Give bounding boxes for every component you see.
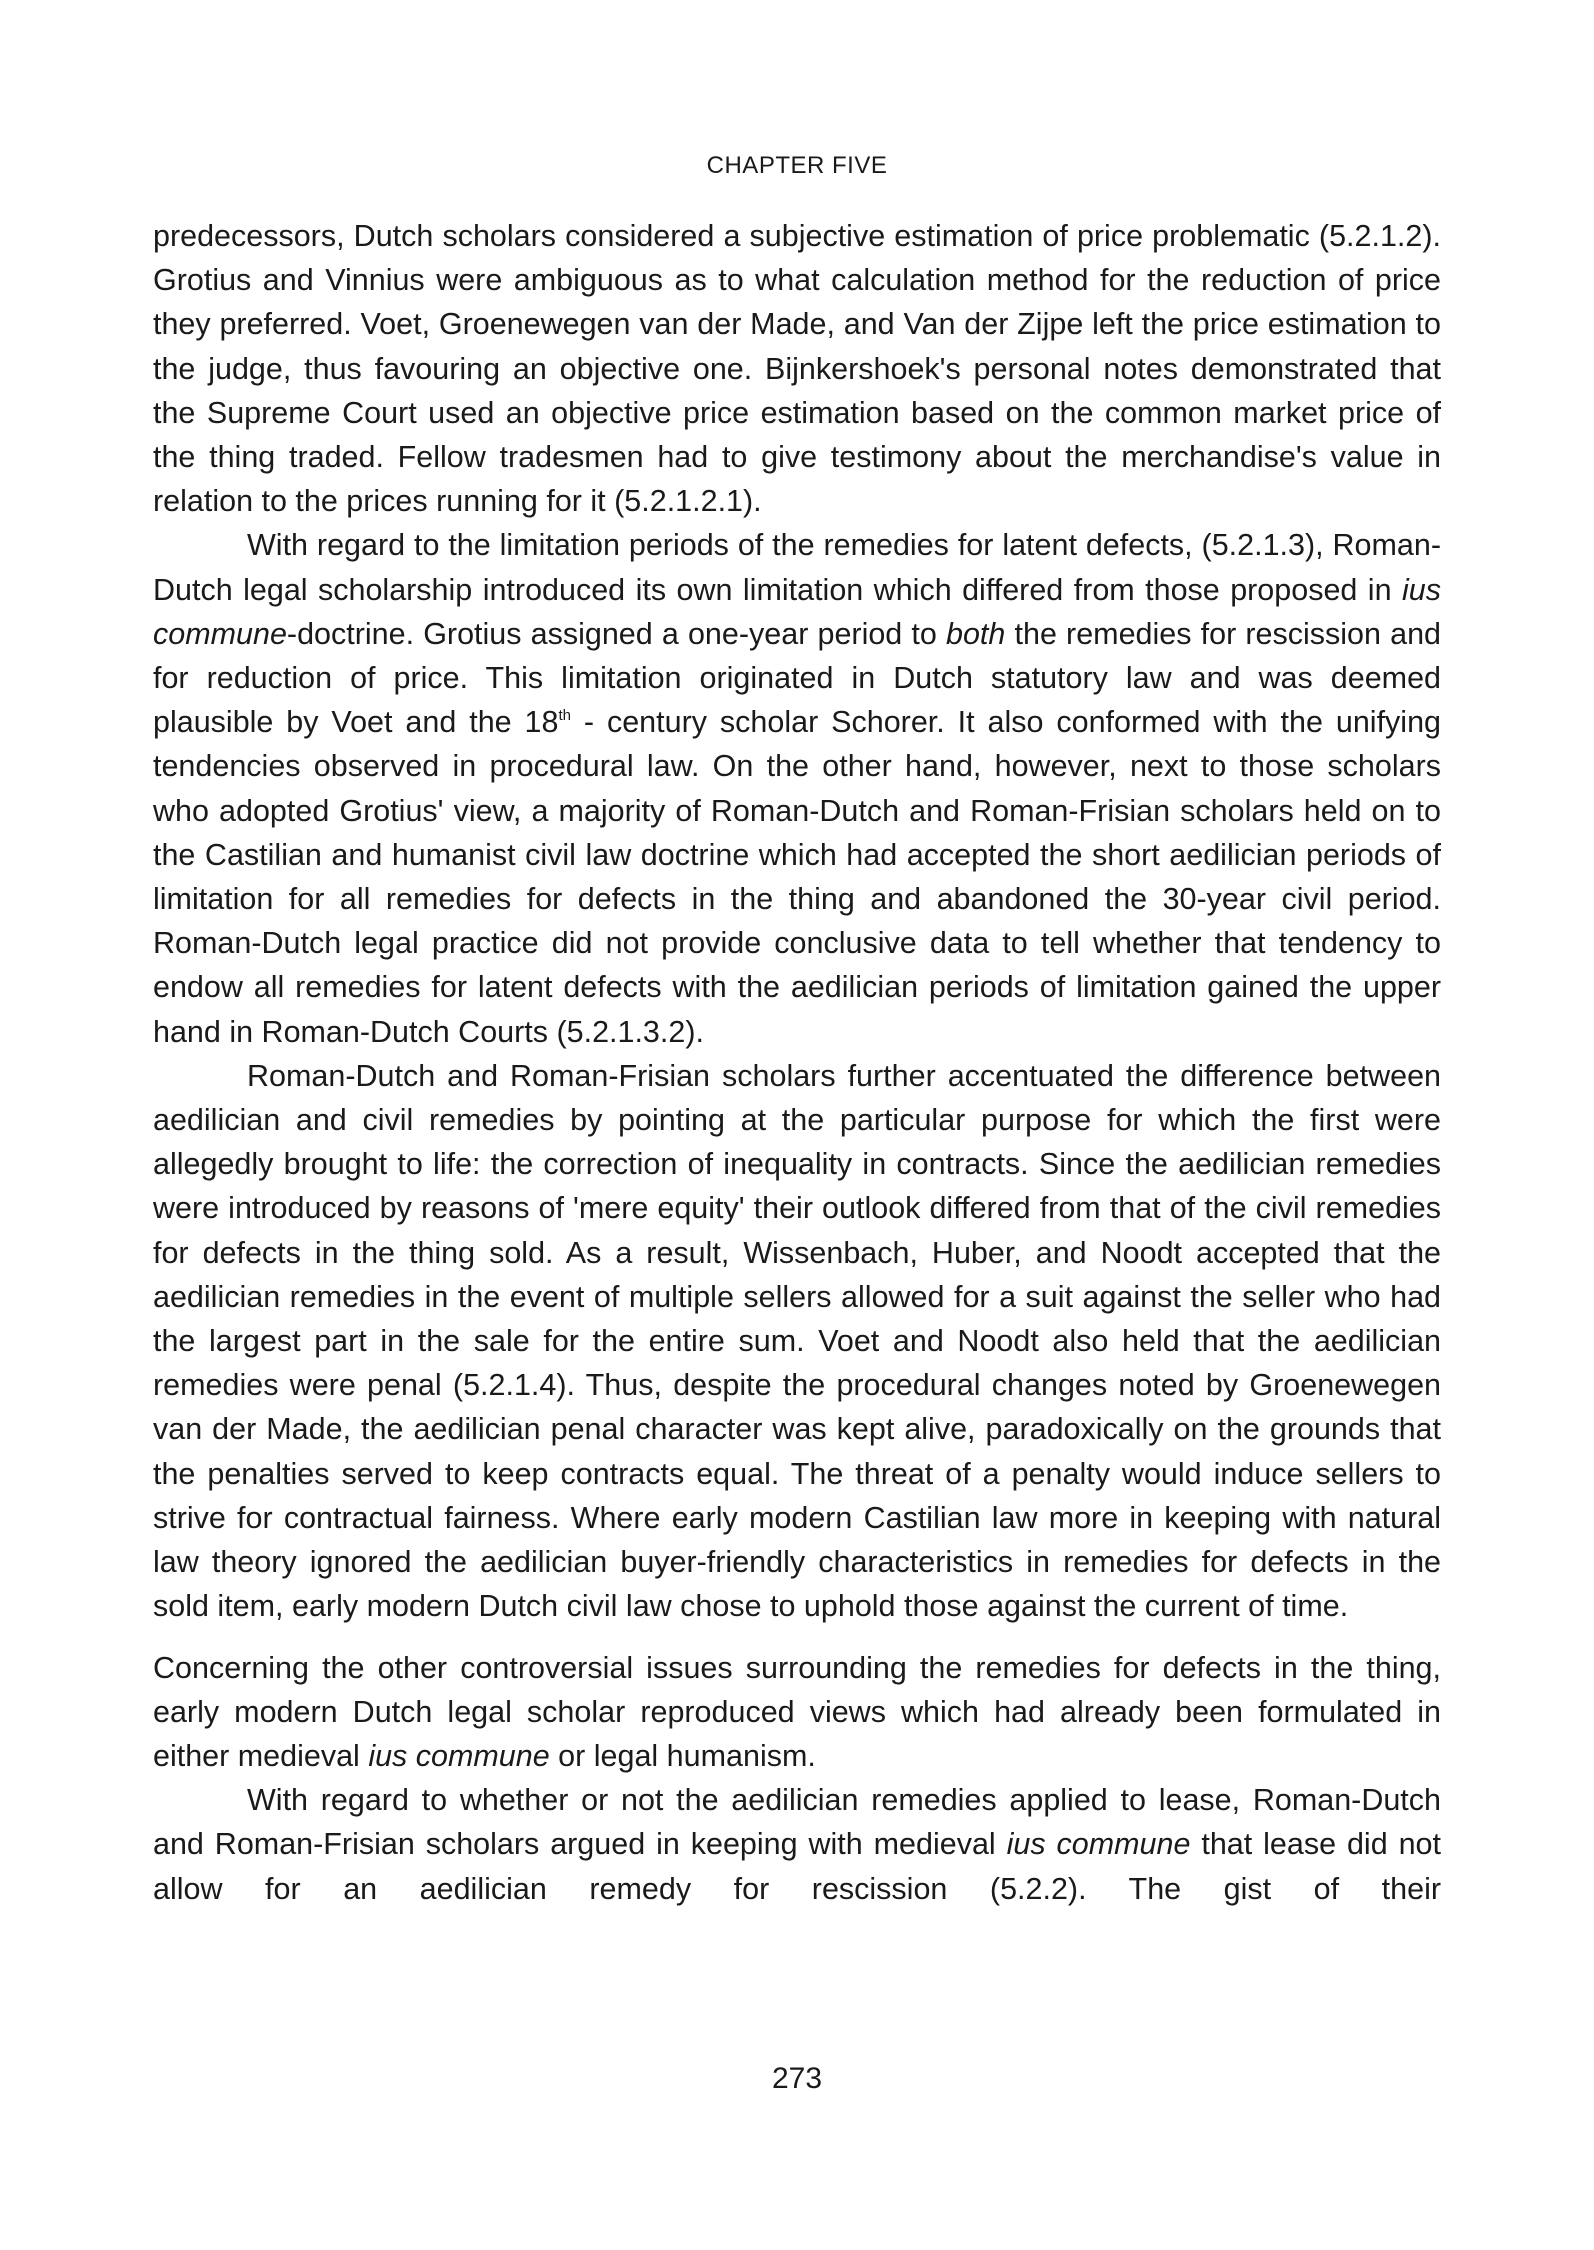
paragraph-4: [153, 1646, 1441, 1779]
paragraph-5-text: that lease did not allow for an aedilician remedy for rescission (5.2.2). The gist of their: [153, 1827, 1441, 1906]
ordinal-superscript: th: [558, 707, 571, 725]
paragraph-2-text: - century scholar Schorer. It also conformed with the unifying tendencies observed in procedural law. On the other hand, however, next to those scholars who adopted Grotius' view, a majority of Roman-Dutch and Roman-Frisian scholars held on to the Castilian and humanist civil law doctrine which had accepted the short aedilician periods of limitation for all remedies for defects in the thing and abandoned the 30-year civil period. Roman-Dutch legal practice did not provide conclusive data to tell whether that tendency to endow all remedies for latent defects with the aedilician periods of limitation gained the upper hand in Roman-Dutch Courts (5.2.1.3.2).: [153, 705, 1441, 1049]
paragraph-2-text: the remedies for rescission and for reduction of price. This limitation originated in Dutch statutory law and was deemed plausible by Voet and the 18: [153, 616, 1441, 740]
page-number: 273: [771, 2062, 823, 2095]
italic-term: ius commune: [368, 1738, 550, 1773]
paragraph-2-text: With regard to the limitation periods of the remedies for latent defects, (5.2.1.3), Roman-Dutch legal scholarship introduced its own limitation which differed from those proposed in: [153, 528, 1441, 607]
paragraph-1: predecessors, Dutch scholars considered a subjective estimation of price problematic (5.2.1.2). Grotius and Vinnius were ambiguous as to what calculation method for the reduction of price they preferred. Voet, Groenewegen van der Made, and Van der Zijpe left the price estimation to the judge, thus favouring an objective one. Bijnkershoek's personal notes demonstrated that the Supreme Court used an objective price estimation based on the common market price of the thing traded. Fellow tradesmen had to give testimony about the merchandise's value in relation to the prices running for it (5.2.1.2.1).: [153, 219, 1441, 519]
italic-term: ius commune: [153, 572, 1441, 651]
paragraph-4-text: Concerning the other controversial issues surrounding the remedies for defects in the thing, early modern Dutch legal scholar reproduced views which had already been formulated in either medieval: [153, 1650, 1441, 1773]
paragraph-2-text: -doctrine. Grotius assigned a one-year period to: [286, 616, 946, 651]
paragraph-2: [153, 523, 1441, 1053]
body-text: [153, 214, 1441, 1911]
italic-term: ius commune: [1006, 1827, 1191, 1862]
running-head: CHAPTER FIVE: [706, 152, 888, 179]
paragraph-3: Roman-Dutch and Roman-Frisian scholars further accentuated the difference between aedilician and civil remedies by pointing at the particular purpose for which the first were allegedly brought to life: the correction of inequality in contracts. Since the aedilician remedies were introduced by reasons of 'mere equity' their outlook differed from that of the civil remedies for defects in the thing sold. As a result, Wissenbach, Huber, and Noodt accepted that the aedilician remedies in the event of multiple sellers allowed for a suit against the seller who had the largest part in the sale for the entire sum. Voet and Noodt also held that the aedilician remedies were penal (5.2.1.4). Thus, despite the procedural changes noted by Groenewegen van der Made, the aedilician penal character was kept alive, paradoxically on the grounds that the penalties served to keep contracts equal. The threat of a penalty would induce sellers to strive for contractual fairness. Where early modern Castilian law more in keeping with natural law theory ignored the aedilician buyer-friendly characteristics in remedies for defects in the sold item, early modern Dutch civil law chose to uphold those against the current of time.: [153, 1058, 1441, 1624]
italic-emphasis: both: [946, 616, 1006, 651]
paragraph-5: [153, 1778, 1441, 1911]
paragraph-4-text: or legal humanism.: [549, 1738, 816, 1773]
paragraph-5-text: With regard to whether or not the aedilician remedies applied to lease, Roman-Dutch and Roman-Frisian scholars argued in keeping with medieval: [153, 1783, 1441, 1862]
